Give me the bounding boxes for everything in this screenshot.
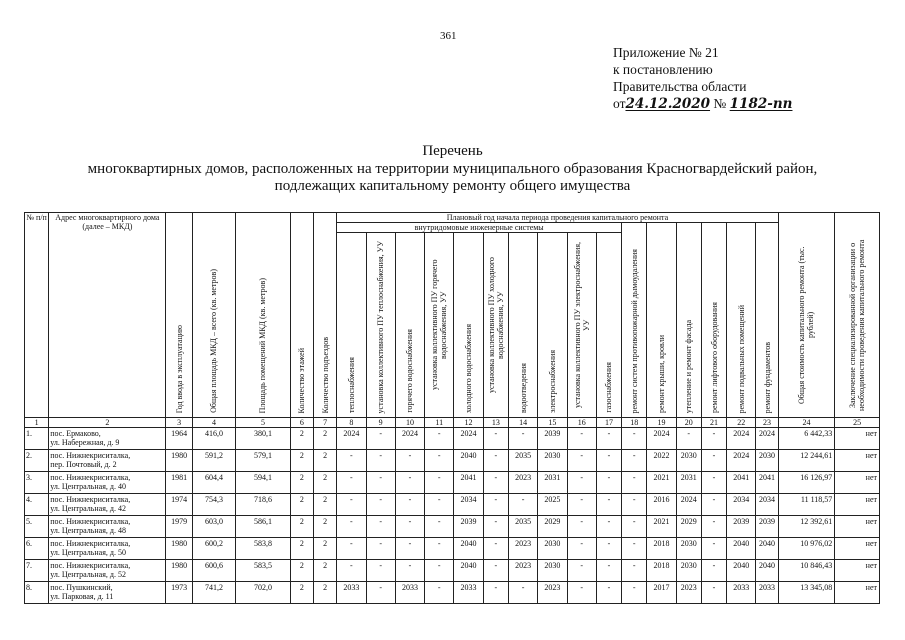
cell-area: 579,1 (236, 450, 291, 472)
header-meter-cold-water: установка коллективного ПУ холодного водоснабжения, УУ (483, 233, 508, 418)
header-year-built: Год ввода в эксплуатацию (166, 213, 192, 418)
cell-c9: - (366, 428, 395, 450)
cell-c20: 2030 (676, 560, 701, 582)
cell-c18: - (622, 538, 647, 560)
cell-entr: 2 (313, 538, 336, 560)
header-address: Адрес многоквартирного дома (далее – МКД) (49, 213, 166, 418)
row-number: 6. (25, 538, 49, 560)
cell-c23: 2040 (756, 538, 778, 560)
cell-area: 586,1 (236, 516, 291, 538)
cell-c18: - (622, 472, 647, 494)
cell-floors: 2 (290, 560, 313, 582)
cell-conclusion: нет (835, 582, 880, 604)
title-line-2: многоквартирных домов, расположенных на территории муниципального образования Красногвардейский район, (87, 160, 818, 177)
document-title (0, 143, 905, 196)
cell-total_area: 604,4 (192, 472, 235, 494)
cell-c8: - (337, 560, 366, 582)
cell-year: 1980 (166, 560, 192, 582)
header-gas: газоснабжения (596, 233, 621, 418)
cell-entr: 2 (313, 516, 336, 538)
cell-entr: 2 (313, 450, 336, 472)
cell-c13: - (483, 538, 508, 560)
cell-c17: - (596, 450, 621, 472)
column-number: 3 (166, 418, 192, 428)
cell-area: 583,5 (236, 560, 291, 582)
cell-c23: 2030 (756, 450, 778, 472)
cell-total-cost: 13 345,08 (778, 582, 835, 604)
cell-entr: 2 (313, 560, 336, 582)
cell-c12: 2041 (454, 472, 483, 494)
column-number: 25 (835, 418, 880, 428)
cell-floors: 2 (290, 582, 313, 604)
cell-c9: - (366, 582, 395, 604)
cell-c15: 2030 (538, 560, 567, 582)
cell-c10: 2033 (395, 582, 424, 604)
cell-c11: - (425, 450, 454, 472)
cell-c20: 2023 (676, 582, 701, 604)
cell-c9: - (366, 516, 395, 538)
cell-c16: - (567, 450, 596, 472)
cell-c14: - (508, 428, 537, 450)
cell-area: 380,1 (236, 428, 291, 450)
row-address (49, 538, 166, 560)
title-line-3: подлежащих капитальному ремонту общего имущества (274, 178, 631, 194)
cell-c13: - (483, 582, 508, 604)
cell-area: 594,1 (236, 472, 291, 494)
column-number: 2 (49, 418, 166, 428)
column-number: 22 (727, 418, 756, 428)
column-number: 18 (622, 418, 647, 428)
address-line-1: пос. Нижнекриситалка, (50, 517, 131, 526)
cell-c19: 2021 (647, 472, 676, 494)
cell-c15: 2039 (538, 428, 567, 450)
cell-c8: 2024 (337, 428, 366, 450)
cell-c19: 2018 (647, 560, 676, 582)
cell-c12: 2039 (454, 516, 483, 538)
cell-c23: 2040 (756, 560, 778, 582)
cell-c19: 2022 (647, 450, 676, 472)
address-line-1: пос. Пушкинский, (50, 583, 113, 592)
cell-c18: - (622, 494, 647, 516)
table-row (25, 450, 880, 472)
handwritten-date: 24.12.2020 (625, 96, 711, 112)
cell-c20: - (676, 428, 701, 450)
cell-c21: - (701, 450, 726, 472)
cell-c18: - (622, 428, 647, 450)
cell-c18: - (622, 582, 647, 604)
cell-c19: 2024 (647, 428, 676, 450)
cell-c19: 2017 (647, 582, 676, 604)
column-number-row (25, 418, 880, 428)
cell-c22: 2040 (727, 560, 756, 582)
header-floors: Количество этажей (290, 213, 313, 418)
address-line-1: пос. Нижнекриситалка, (50, 451, 131, 460)
table-row (25, 472, 880, 494)
cell-c15: 2029 (538, 516, 567, 538)
date-prefix: от (613, 96, 626, 111)
cell-c23: 2033 (756, 582, 778, 604)
address-line-2: ул. Центральная, д. 52 (50, 570, 126, 579)
cell-total_area: 591,2 (192, 450, 235, 472)
cell-c17: - (596, 560, 621, 582)
cell-c22: 2041 (727, 472, 756, 494)
table-row (25, 428, 880, 450)
column-number: 4 (192, 418, 235, 428)
appendix-block (613, 44, 792, 113)
header-total-cost: Общая стоимость капитального ремонта (тыс. рублей) (778, 213, 835, 418)
table-row (25, 538, 880, 560)
cell-c15: 2031 (538, 472, 567, 494)
address-line-1: пос. Нижнекриситалка, (50, 473, 131, 482)
address-line-1: пос. Нижнекриситалка, (50, 561, 131, 570)
header-elevator: ремонт лифтового оборудования (701, 223, 726, 418)
table-row (25, 560, 880, 582)
cell-c16: - (567, 560, 596, 582)
cell-c20: 2030 (676, 450, 701, 472)
header-internal-group: внутридомовые инженерные системы (337, 223, 622, 233)
cell-c10: - (395, 450, 424, 472)
cell-c15: 2030 (538, 538, 567, 560)
column-number: 14 (508, 418, 537, 428)
cell-c13: - (483, 450, 508, 472)
cell-year: 1980 (166, 538, 192, 560)
cell-c23: 2039 (756, 516, 778, 538)
header-meter-heating: установка коллективного ПУ теплоснабжения, УУ (366, 233, 395, 418)
address-line-2: ул. Парковая, д. 11 (50, 592, 114, 601)
cell-c13: - (483, 494, 508, 516)
column-number: 9 (366, 418, 395, 428)
row-address (49, 560, 166, 582)
cell-floors: 2 (290, 538, 313, 560)
address-line-1: пос. Нижнекриситалка, (50, 539, 131, 548)
cell-c23: 2034 (756, 494, 778, 516)
cell-c16: - (567, 428, 596, 450)
row-number: 5. (25, 516, 49, 538)
cell-c8: - (337, 494, 366, 516)
cell-c21: - (701, 516, 726, 538)
cell-c18: - (622, 516, 647, 538)
cell-c16: - (567, 538, 596, 560)
cell-c13: - (483, 428, 508, 450)
cell-c20: 2030 (676, 538, 701, 560)
cell-c9: - (366, 538, 395, 560)
header-roof: ремонт крыши, кровли (647, 223, 676, 418)
cell-c19: 2021 (647, 516, 676, 538)
cell-c11: - (425, 494, 454, 516)
cell-c18: - (622, 450, 647, 472)
header-meter-hot-water: установка коллективного ПУ горячего водоснабжения, УУ (425, 233, 454, 418)
row-number: 1. (25, 428, 49, 450)
cell-conclusion: нет (835, 428, 880, 450)
column-number: 13 (483, 418, 508, 428)
cell-floors: 2 (290, 494, 313, 516)
cell-c11: - (425, 428, 454, 450)
cell-c22: 2033 (727, 582, 756, 604)
table-row (25, 494, 880, 516)
row-number: 4. (25, 494, 49, 516)
cell-entr: 2 (313, 582, 336, 604)
header-num: № п/п (25, 213, 49, 418)
cell-c12: 2040 (454, 450, 483, 472)
cell-year: 1980 (166, 450, 192, 472)
cell-total_area: 416,0 (192, 428, 235, 450)
address-line-2: ул. Центральная, д. 40 (50, 482, 126, 491)
column-number: 19 (647, 418, 676, 428)
row-address (49, 494, 166, 516)
cell-entr: 2 (313, 428, 336, 450)
cell-total_area: 754,3 (192, 494, 235, 516)
cell-c9: - (366, 450, 395, 472)
cell-year: 1973 (166, 582, 192, 604)
cell-c16: - (567, 516, 596, 538)
cell-c17: - (596, 582, 621, 604)
cell-c19: 2018 (647, 538, 676, 560)
cell-total-cost: 11 118,57 (778, 494, 835, 516)
column-number: 7 (313, 418, 336, 428)
cell-floors: 2 (290, 516, 313, 538)
cell-c18: - (622, 560, 647, 582)
cell-year: 1979 (166, 516, 192, 538)
cell-conclusion: нет (835, 450, 880, 472)
header-meter-electric: установка коллективного ПУ электроснабжения, УУ (567, 233, 596, 418)
cell-c21: - (701, 472, 726, 494)
cell-area: 583,8 (236, 538, 291, 560)
table-row (25, 516, 880, 538)
column-number: 1 (25, 418, 49, 428)
cell-c20: 2031 (676, 472, 701, 494)
cell-c11: - (425, 582, 454, 604)
header-hot-water: горячего водоснабжения (395, 233, 424, 418)
cell-c14: 2035 (508, 450, 537, 472)
header-fire-systems: ремонт систем противопожарной дымоудаления (622, 223, 647, 418)
cell-area: 718,6 (236, 494, 291, 516)
cell-c11: - (425, 560, 454, 582)
header-basement: ремонт подвальных помещений (727, 223, 756, 418)
cell-c21: - (701, 582, 726, 604)
row-address (49, 472, 166, 494)
cell-floors: 2 (290, 428, 313, 450)
cell-c20: 2024 (676, 494, 701, 516)
cell-c12: 2034 (454, 494, 483, 516)
row-number: 7. (25, 560, 49, 582)
cell-conclusion: нет (835, 494, 880, 516)
cell-c15: 2030 (538, 450, 567, 472)
cell-c22: 2039 (727, 516, 756, 538)
cell-year: 1964 (166, 428, 192, 450)
cell-conclusion: нет (835, 516, 880, 538)
address-line-2: ул. Набережная, д. 9 (50, 438, 120, 447)
column-number: 10 (395, 418, 424, 428)
cell-total-cost: 10 976,02 (778, 538, 835, 560)
header-total-area: Общая площадь МКД – всего (кв. метров) (192, 213, 235, 418)
column-number: 20 (676, 418, 701, 428)
cell-c9: - (366, 560, 395, 582)
row-number: 8. (25, 582, 49, 604)
cell-c22: 2040 (727, 538, 756, 560)
row-address (49, 516, 166, 538)
cell-total_area: 600,6 (192, 560, 235, 582)
cell-total-cost: 16 126,97 (778, 472, 835, 494)
column-number: 24 (778, 418, 835, 428)
cell-c8: - (337, 516, 366, 538)
cell-c17: - (596, 472, 621, 494)
header-cold-water: холодного водоснабжения (454, 233, 483, 418)
cell-year: 1981 (166, 472, 192, 494)
cell-entr: 2 (313, 494, 336, 516)
cell-c19: 2016 (647, 494, 676, 516)
row-address (49, 428, 166, 450)
appendix-line-1: Приложение № 21 (613, 45, 719, 60)
cell-conclusion: нет (835, 560, 880, 582)
cell-c14: - (508, 494, 537, 516)
cell-c14: 2035 (508, 516, 537, 538)
cell-c15: 2025 (538, 494, 567, 516)
cell-c21: - (701, 560, 726, 582)
cell-total_area: 603,0 (192, 516, 235, 538)
handwritten-number: 1182-пп (729, 96, 793, 112)
cell-c21: - (701, 428, 726, 450)
header-heating: теплоснабжения (337, 233, 366, 418)
cell-c21: - (701, 538, 726, 560)
header-planned-group: Плановый год начала периода проведения капитального ремонта (337, 213, 778, 223)
header-sewer: водоотведения (508, 233, 537, 418)
column-number: 5 (236, 418, 291, 428)
cell-c17: - (596, 538, 621, 560)
cell-total-cost: 10 846,43 (778, 560, 835, 582)
cell-c15: 2023 (538, 582, 567, 604)
cell-entr: 2 (313, 472, 336, 494)
cell-c16: - (567, 582, 596, 604)
cell-c10: - (395, 472, 424, 494)
column-number: 6 (290, 418, 313, 428)
cell-c10: - (395, 560, 424, 582)
cell-c10: 2024 (395, 428, 424, 450)
column-number: 16 (567, 418, 596, 428)
cell-c22: 2024 (727, 450, 756, 472)
cell-c14: - (508, 582, 537, 604)
cell-c17: - (596, 516, 621, 538)
cell-c21: - (701, 494, 726, 516)
cell-c12: 2033 (454, 582, 483, 604)
row-address (49, 582, 166, 604)
column-number: 8 (337, 418, 366, 428)
cell-floors: 2 (290, 450, 313, 472)
cell-total_area: 600,2 (192, 538, 235, 560)
row-number: 3. (25, 472, 49, 494)
cell-c9: - (366, 494, 395, 516)
cell-c22: 2024 (727, 428, 756, 450)
cell-c20: 2029 (676, 516, 701, 538)
address-line-1: пос. Ермаково, (50, 429, 101, 438)
appendix-line-2: к постановлению (613, 62, 713, 77)
address-line-2: ул. Центральная, д. 50 (50, 548, 126, 557)
page-number: 361 (440, 30, 457, 42)
row-number: 2. (25, 450, 49, 472)
cell-c14: 2023 (508, 472, 537, 494)
cell-c14: 2023 (508, 538, 537, 560)
cell-c8: - (337, 472, 366, 494)
address-line-2: пер. Почтовый, д. 2 (50, 460, 117, 469)
cell-c16: - (567, 494, 596, 516)
address-line-2: ул. Центральная, д. 48 (50, 526, 126, 535)
cell-total-cost: 6 442,33 (778, 428, 835, 450)
column-number: 21 (701, 418, 726, 428)
number-prefix: № (713, 96, 727, 111)
repair-table (24, 212, 880, 604)
address-line-1: пос. Нижнекриситалка, (50, 495, 131, 504)
cell-c22: 2034 (727, 494, 756, 516)
table-row (25, 582, 880, 604)
header-conclusion: Заключение специализированной организации о необходимости проведения капитального ремонта (835, 213, 880, 418)
cell-c16: - (567, 472, 596, 494)
cell-area: 702,0 (236, 582, 291, 604)
cell-total-cost: 12 392,61 (778, 516, 835, 538)
header-entrances: Количество подъездов (313, 213, 336, 418)
column-number: 15 (538, 418, 567, 428)
address-line-2: ул. Центральная, д. 42 (50, 504, 126, 513)
cell-year: 1974 (166, 494, 192, 516)
column-number: 12 (454, 418, 483, 428)
cell-c11: - (425, 472, 454, 494)
header-premises-area: Площадь помещений МКД (кв. метров) (236, 213, 291, 418)
column-number: 17 (596, 418, 621, 428)
cell-c13: - (483, 560, 508, 582)
cell-c11: - (425, 516, 454, 538)
cell-c10: - (395, 538, 424, 560)
cell-c13: - (483, 472, 508, 494)
cell-c13: - (483, 516, 508, 538)
row-address (49, 450, 166, 472)
cell-total_area: 741,2 (192, 582, 235, 604)
header-electric: электроснабжения (538, 233, 567, 418)
cell-c23: 2024 (756, 428, 778, 450)
cell-c14: 2023 (508, 560, 537, 582)
cell-c11: - (425, 538, 454, 560)
column-number: 23 (756, 418, 778, 428)
cell-c12: 2040 (454, 538, 483, 560)
cell-conclusion: нет (835, 538, 880, 560)
cell-c23: 2041 (756, 472, 778, 494)
cell-c12: 2024 (454, 428, 483, 450)
header-foundation: ремонт фундаментов (756, 223, 778, 418)
cell-c10: - (395, 494, 424, 516)
cell-conclusion: нет (835, 472, 880, 494)
cell-c17: - (596, 428, 621, 450)
cell-c8: 2033 (337, 582, 366, 604)
cell-c8: - (337, 538, 366, 560)
title-line-1: Перечень (422, 143, 483, 159)
appendix-date-line (613, 95, 792, 113)
cell-floors: 2 (290, 472, 313, 494)
appendix-line-3: Правительства области (613, 79, 747, 94)
cell-total-cost: 12 244,61 (778, 450, 835, 472)
header-facade: утепление и ремонт фасада (676, 223, 701, 418)
cell-c10: - (395, 516, 424, 538)
cell-c8: - (337, 450, 366, 472)
cell-c9: - (366, 472, 395, 494)
cell-c12: 2040 (454, 560, 483, 582)
cell-c17: - (596, 494, 621, 516)
column-number: 11 (425, 418, 454, 428)
